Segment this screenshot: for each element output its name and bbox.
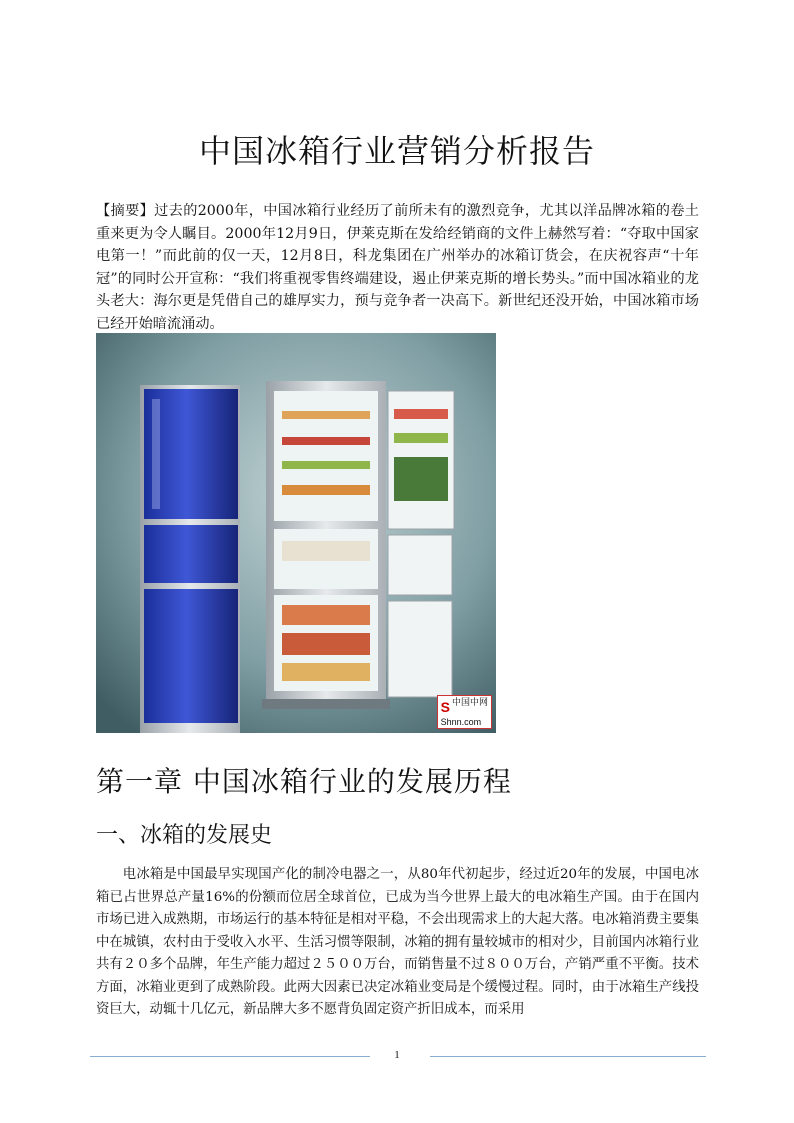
section-heading: 一、冰箱的发展史 [96, 823, 273, 848]
document-title: 中国冰箱行业营销分析报告 [198, 132, 595, 170]
watermark-line2: Shnn.com [440, 717, 482, 727]
watermark-line1: 中国中网 [451, 697, 488, 707]
footer-rule-left [90, 1056, 370, 1057]
page-number: 1 [394, 1049, 400, 1061]
refrigerator-illustration [96, 333, 496, 733]
chapter-heading: 第一章 中国冰箱行业的发展历程 [96, 765, 512, 798]
photo-watermark [437, 695, 492, 729]
footer-rule-right [430, 1056, 706, 1057]
abstract-paragraph: 【摘要】过去的2000年，中国冰箱行业经历了前所未有的激烈竞争，尤其以洋品牌冰箱的卷土重来更为令人瞩目。2000年12月9日，伊莱克斯在发给经销商的文件上赫然写着：“夺取中国家电第一！”而此前的仅一天，12月8日，科龙集团在广州举办的冰箱订货会，在庆祝容声“十年冠”的同时公开宣称：“我们将重视零售终端建设，遏止伊莱克斯的增长势头。”而中国冰箱业的龙头老大：海尔更是凭借自己的雄厚实力，预与竞争者一决高下。新世纪还没开始，中国冰箱市场已经开始暗流涌动。 [96, 203, 699, 332]
refrigerator-photo [96, 333, 496, 733]
body-paragraph: 电冰箱是中国最早实现国产化的制冷电器之一，从80年代初起步，经过近20年的发展，中国电冰箱已占世界总产量16%的份额而位居全球首位，已成为当今世界上最大的电冰箱生产国。由于在国内市场已进入成熟期，市场运行的基本特征是相对平稳，不会出现需求上的大起大落。电冰箱消费主要集中在城镇，农村由于受收入水平、生活习惯等限制，冰箱的拥有量较城市的相对少，目前国内冰箱行业共有２０多个品牌，年生产能力超过２５００万台，而销售量不过８００万台，产销严重不平衡。技术方面，冰箱业更到了成熟阶段。此两大因素已决定冰箱业变局是个缓慢过程。同时，由于冰箱生产线投资巨大，动辄十几亿元，新品牌大多不愿背负固定资产折旧成本，而采用 [96, 867, 699, 1017]
watermark-logo: S [440, 699, 450, 715]
